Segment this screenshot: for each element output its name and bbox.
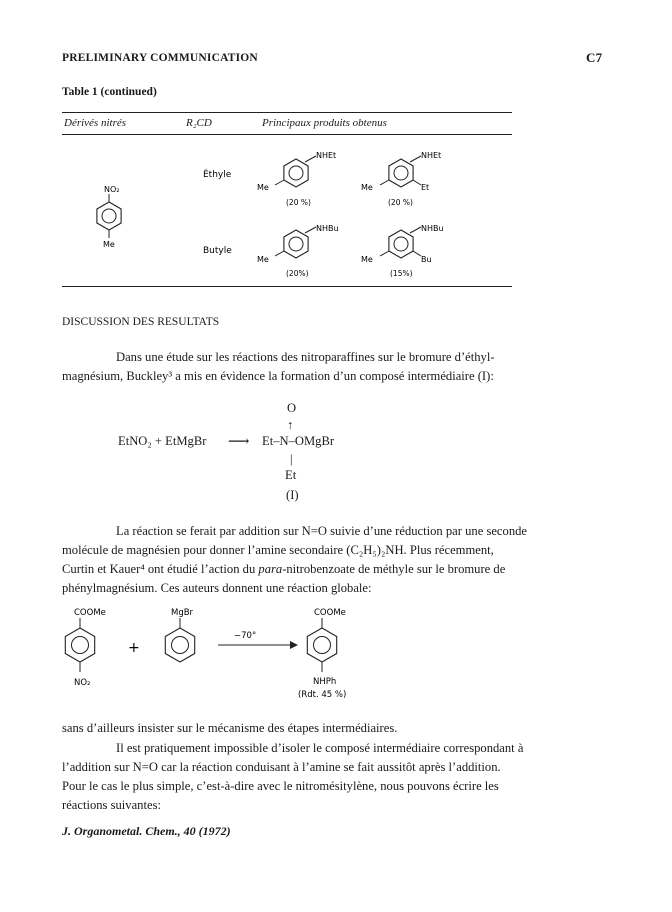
scheme-reactant2 <box>165 608 194 662</box>
paragraph-4-line-2: l’addition sur N=O car la réaction conduisant à l’amine se fait aussitôt après l’addition. <box>62 760 501 774</box>
eq1-et-bottom: Et <box>285 468 297 482</box>
paragraph-2-line-2: molécule de magnésien pour donner l’amine secondaire (C₂H₅)₂NH. Plus récemment, <box>62 543 494 557</box>
svg-text:NHBu: NHBu <box>316 224 339 233</box>
paragraph-1-line-2: magnésium, Buckley³ a mis en évidence la formation d’un composé intermédiaire (I): <box>62 369 494 383</box>
page-number: C7 <box>586 50 603 65</box>
svg-text:Me: Me <box>361 255 373 264</box>
paragraph-2-line-1: La réaction se ferait par addition sur N=O suivie d’une réduction par une seconde <box>116 524 528 538</box>
reactant-me-label: Me <box>103 240 115 249</box>
reactant-nitrotoluene <box>97 185 121 249</box>
section-heading: DISCUSSION DES RESULTATS <box>62 316 220 328</box>
svg-text:(20%): (20%) <box>286 269 309 278</box>
svg-text:(15%): (15%) <box>390 269 413 278</box>
col-header-derives: Dérivés nitrés <box>64 117 127 129</box>
svg-text:MgBr: MgBr <box>171 608 194 618</box>
scheme-condition: −70° <box>234 631 257 641</box>
svg-text:(20 %): (20 %) <box>388 198 413 207</box>
eq1-arrow: ⟶ <box>228 434 250 450</box>
paragraph-2-line-3: Curtin et Kauer⁴ ont étudié l’action du para-nitrobenzoate de méthyle sur le bromure de <box>62 562 506 576</box>
svg-text:(Rdt. 45 %): (Rdt. 45 %) <box>298 690 347 700</box>
svg-text:NHPh: NHPh <box>313 677 337 687</box>
svg-text:(20 %): (20 %) <box>286 198 311 207</box>
journal-citation: J. Organometal. Chem., 40 (1972) <box>62 824 231 838</box>
svg-text:NHEt: NHEt <box>316 151 337 160</box>
eq1-up-arrow: ↑ <box>287 418 294 432</box>
table-caption: Table 1 (continued) <box>62 86 157 98</box>
reactant-no2-label: NO₂ <box>104 185 120 194</box>
paragraph-3-line-1: sans d’ailleurs insister sur le mécanisme des étapes intermédiaires. <box>62 721 398 735</box>
svg-text:COOMe: COOMe <box>314 608 346 618</box>
eq1-reactants: EtNO₂ + EtMgBr <box>118 434 207 448</box>
row1-reagent: Éthyle <box>203 170 232 180</box>
paragraph-4-line-3: Pour le cas le plus simple, c’est-à-dire avec le nitromésitylène, nous pouvons écrire les <box>62 779 499 793</box>
scheme-reactant1 <box>65 608 106 688</box>
eq1-o-atom: O <box>287 401 297 415</box>
row1-product2 <box>361 151 441 207</box>
eq1-bond: | <box>290 452 293 466</box>
paragraph-4-line-1: Il est pratiquement impossible d’isoler le composé intermédiaire correspondant à <box>116 741 524 755</box>
scheme-product <box>298 608 346 700</box>
svg-text:Me: Me <box>361 183 373 192</box>
col-header-r2cd: R₂CD <box>186 117 212 129</box>
scheme-plus: + <box>128 640 140 656</box>
svg-text:Me: Me <box>257 255 269 264</box>
svg-text:NHEt: NHEt <box>421 151 442 160</box>
eq1-label: (I) <box>286 488 299 502</box>
eq1-product: Et–N–OMgBr <box>262 434 335 448</box>
row1-product1 <box>257 151 336 207</box>
row2-reagent: Butyle <box>203 246 232 256</box>
col-header-produits: Principaux produits obtenus <box>262 117 387 129</box>
table-bottom-rule <box>62 286 512 287</box>
table-structures <box>0 0 672 300</box>
running-title: PRELIMINARY COMMUNICATION <box>62 52 258 64</box>
svg-text:Me: Me <box>257 183 269 192</box>
svg-text:COOMe: COOMe <box>74 608 106 618</box>
reaction-scheme <box>0 600 672 710</box>
paragraph-4-line-4: réactions suivantes: <box>62 798 161 812</box>
row2-product1 <box>257 224 339 278</box>
paragraph-2-line-4: phénylmagnésium. Ces auteurs donnent une réaction globale: <box>62 581 372 595</box>
svg-text:NHBu: NHBu <box>421 224 444 233</box>
svg-text:NO₂: NO₂ <box>74 678 91 688</box>
svg-text:Bu: Bu <box>421 255 432 264</box>
paragraph-1-line-1: Dans une étude sur les réactions des nitroparaffines sur le bromure d’éthyl- <box>116 350 495 364</box>
row2-product2 <box>361 224 444 278</box>
svg-text:Et: Et <box>421 183 430 192</box>
